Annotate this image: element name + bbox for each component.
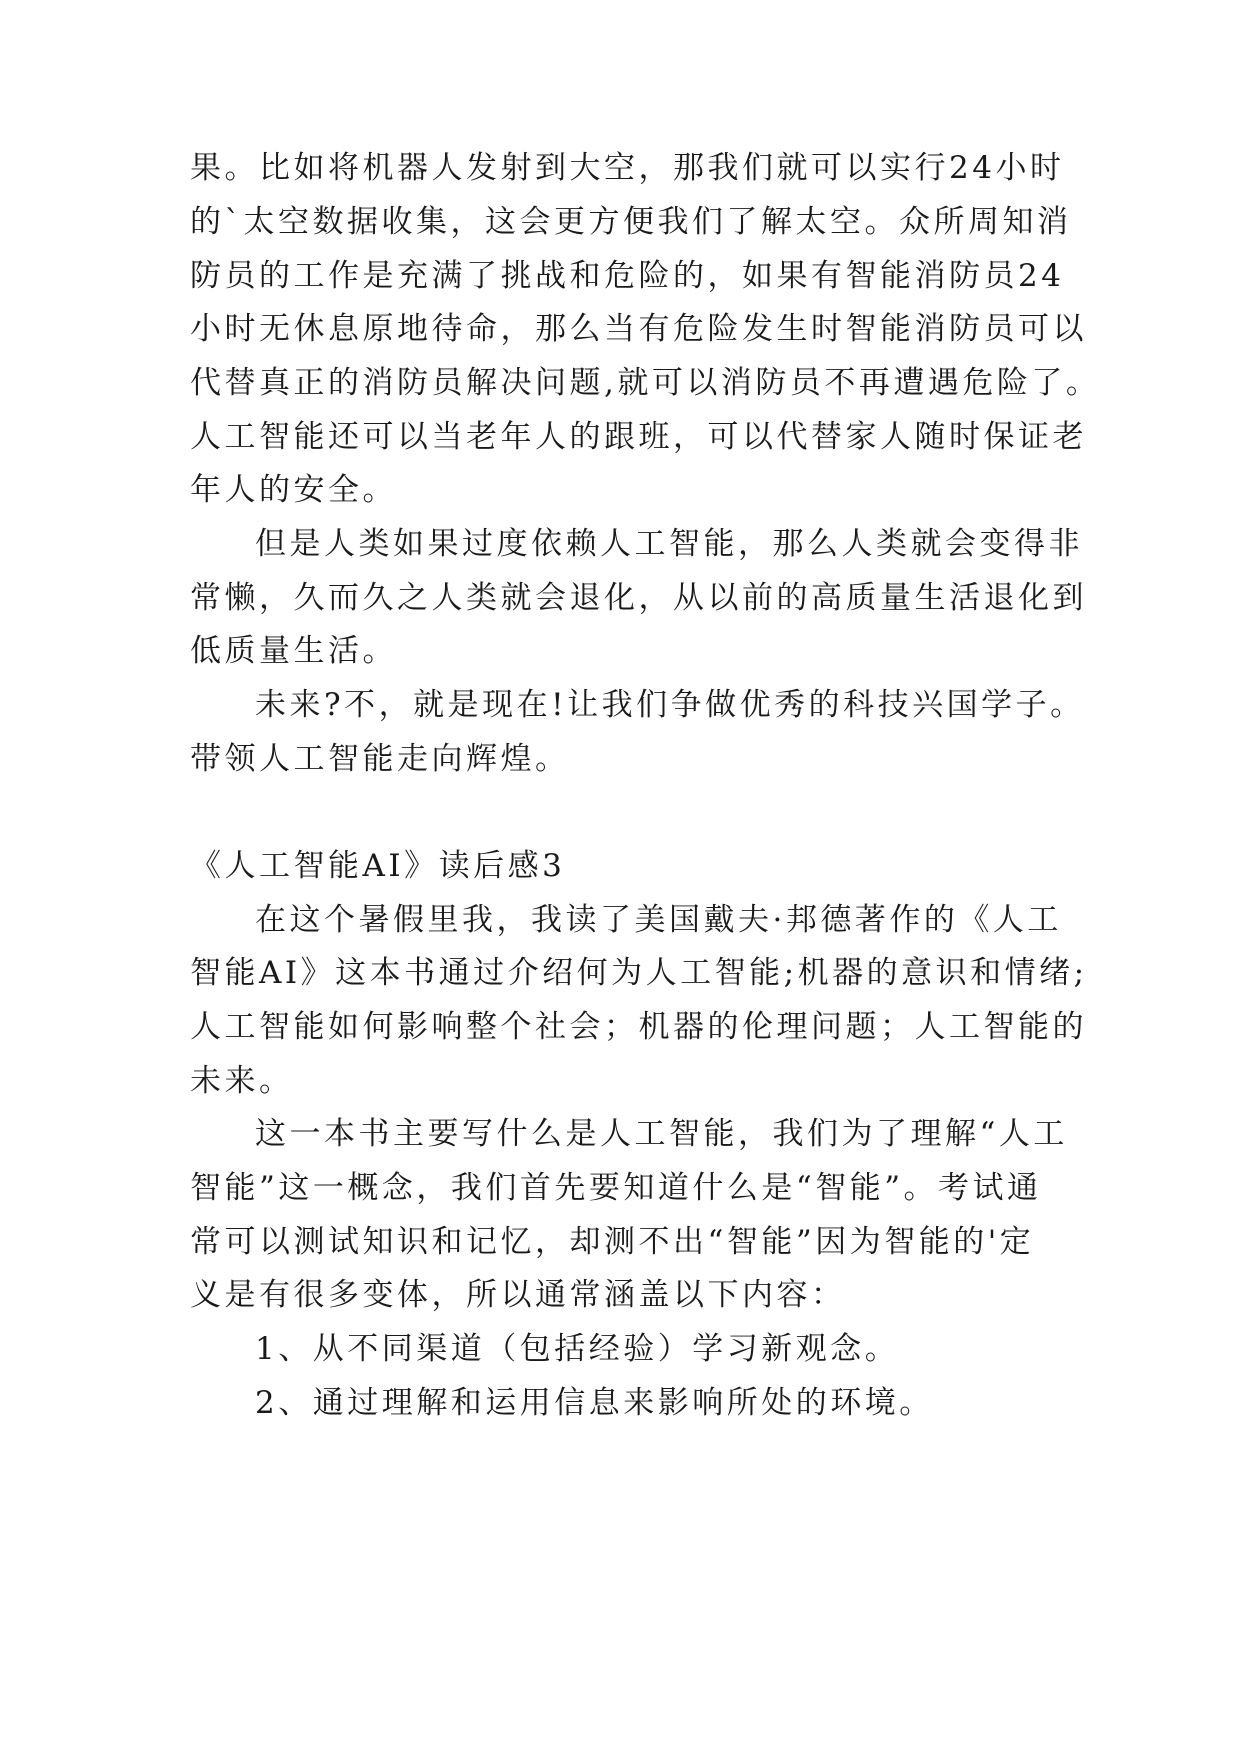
paragraph-line: 年人的安全。 [190,472,397,508]
paragraph-line: 智能AI》这本书通过介绍何为人工智能;机器的意识和情绪; [190,955,1088,991]
paragraph-line: 小时无休息原地待命，那么当有危险发生时智能消防员可以 [190,311,1087,347]
paragraph-line: 常懒，久而久之人类就会退化，从以前的高质量生活退化到 [190,580,1087,616]
paragraph-line: 义是有很多变体，所以通常涵盖以下内容： [190,1277,846,1313]
paragraph-line: 这一本书主要写什么是人工智能，我们为了理解“人工 [255,1116,1068,1152]
paragraph-line: 低质量生活。 [190,633,397,669]
paragraph-line: 但是人类如果过度依赖人工智能，那么人类就会变得非 [255,526,1083,562]
paragraph-line: 代替真正的消防员解决问题,就可以消防员不再遭遇危险了。 [190,365,1101,401]
paragraph-line: 常可以测试知识和记忆，却测不出“智能”因为智能的'定 [190,1224,1035,1260]
paragraph-line: 智能”这一概念，我们首先要知道什么是“智能”。考试通 [190,1170,1042,1206]
list-item: 2、通过理解和运用信息来影响所处的环境。 [255,1385,934,1421]
paragraph-line: 人工智能还可以当老年人的跟班，可以代替家人随时保证老 [190,419,1087,455]
paragraph-line: 未来。 [190,1063,294,1099]
paragraph-line: 人工智能如何影响整个社会；机器的伦理问题；人工智能的 [190,1009,1087,1045]
section-heading: 《人工智能AI》读后感3 [190,848,566,884]
paragraph-line: 防员的工作是充满了挑战和危险的，如果有智能消防员24 [190,258,1065,294]
paragraph-line: 的`太空数据收集，这会更方便我们了解太空。众所周知消 [190,204,1072,240]
list-item: 1、从不同渠道（包括经验）学习新观念。 [255,1331,900,1367]
paragraph-line: 在这个暑假里我，我读了美国戴夫·邦德著作的《人工 [255,902,1062,938]
paragraph-line: 带领人工智能走向辉煌。 [190,741,570,777]
paragraph-line: 未来?不，就是现在!让我们争做优秀的科技兴国学子。 [255,687,1085,723]
paragraph-line: 果。比如将机器人发射到大空，那我们就可以实行24小时 [190,150,1065,186]
